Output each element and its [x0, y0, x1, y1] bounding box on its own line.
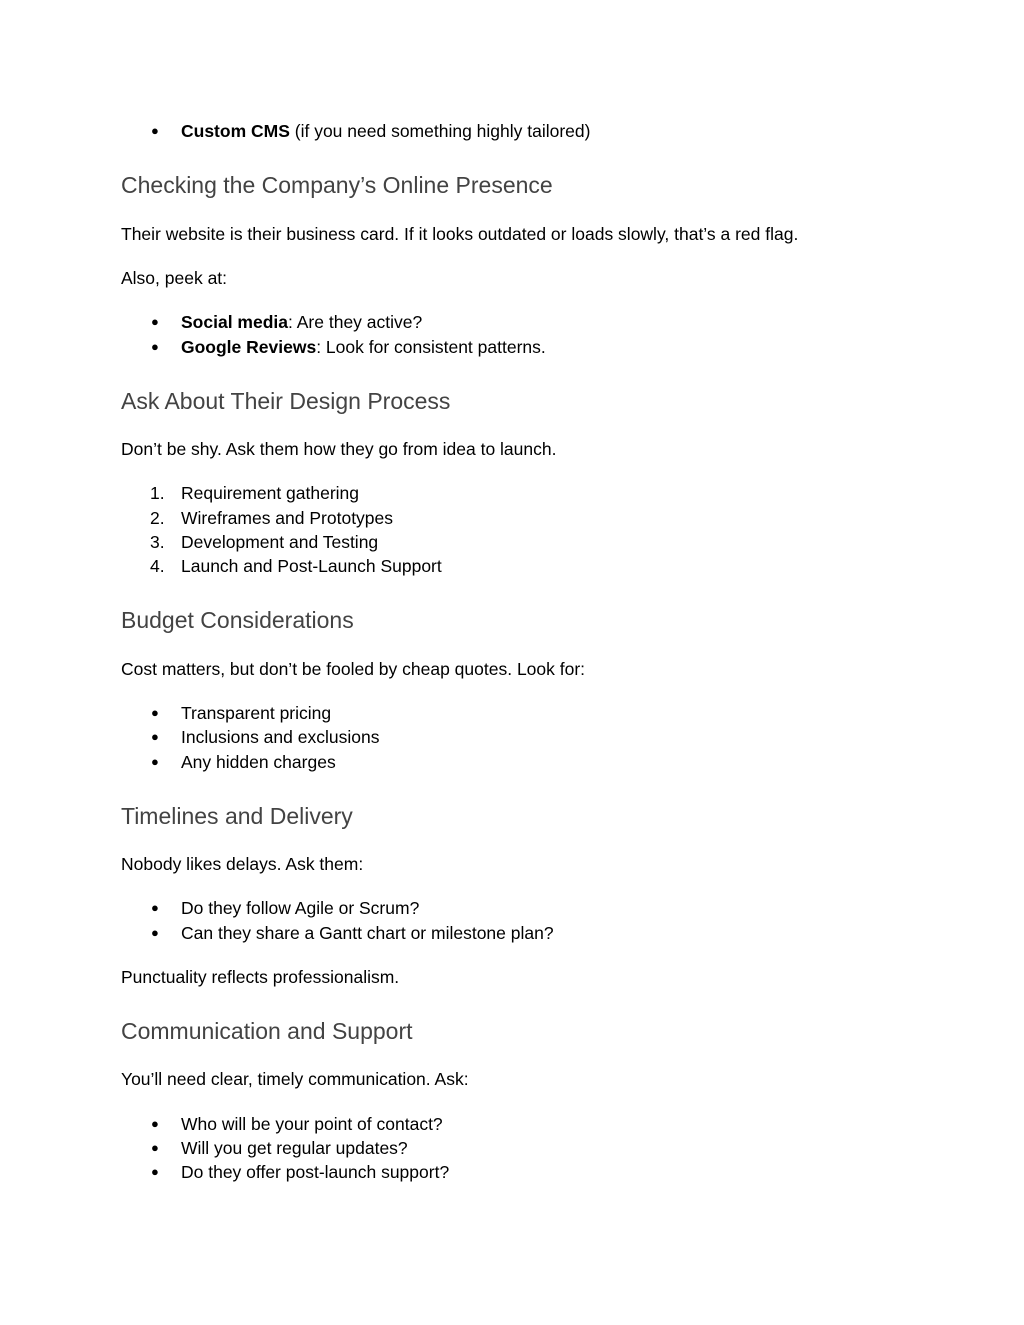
list-item-text: Inclusions and exclusions	[181, 727, 380, 747]
section-heading-budget: Budget Considerations	[121, 607, 354, 633]
list-item-bold: Custom CMS	[181, 121, 290, 141]
section-heading-design-process: Ask About Their Design Process	[121, 388, 451, 414]
paragraph: Don’t be shy. Ask them how they go from idea to launch.	[121, 439, 557, 459]
list-item-text: Can they share a Gantt chart or milestone plan?	[181, 923, 554, 943]
section-heading-online-presence: Checking the Company’s Online Presence	[121, 172, 553, 198]
number-marker: 1.	[150, 483, 165, 503]
paragraph: Cost matters, but don’t be fooled by cheap quotes. Look for:	[121, 659, 586, 679]
list-item-text: Wireframes and Prototypes	[181, 508, 394, 528]
paragraph: Nobody likes delays. Ask them:	[121, 854, 364, 874]
number-marker: 2.	[150, 508, 165, 528]
paragraph: You’ll need clear, timely communication. Ask:	[121, 1069, 469, 1089]
number-marker: 3.	[150, 532, 165, 552]
list-item-text: Do they follow Agile or Scrum?	[181, 898, 420, 918]
paragraph: Also, peek at:	[121, 268, 228, 288]
list-item-text: Development and Testing	[181, 532, 379, 552]
list-item-bold: Google Reviews	[181, 337, 317, 357]
bullet-marker: ●	[151, 900, 159, 915]
list-item-text: : Are they active?	[288, 312, 423, 332]
bullet-marker: ●	[151, 1140, 159, 1155]
list-item-text: Launch and Post-Launch Support	[181, 556, 442, 576]
list-item-text: (if you need something highly tailored)	[289, 121, 591, 141]
section-heading-timelines: Timelines and Delivery	[121, 803, 353, 829]
bullet-marker: ●	[151, 1164, 159, 1179]
number-marker: 4.	[150, 556, 165, 576]
list-item-text: Transparent pricing	[181, 703, 332, 723]
bullet-marker: ●	[151, 754, 159, 769]
bullet-marker: ●	[151, 123, 159, 138]
section-heading-communication: Communication and Support	[121, 1018, 413, 1044]
bullet-marker: ●	[151, 729, 159, 744]
list-item-bold: Social media	[181, 312, 288, 332]
bullet-marker: ●	[151, 314, 159, 329]
bullet-marker: ●	[151, 925, 159, 940]
paragraph: Their website is their business card. If it looks outdated or loads slowly, that’s a red flag.	[121, 224, 799, 244]
bullet-marker: ●	[151, 339, 159, 354]
list-item-text: Requirement gathering	[181, 483, 360, 503]
list-item-text: : Look for consistent patterns.	[316, 337, 546, 357]
list-item-text: Any hidden charges	[181, 752, 336, 772]
bullet-marker: ●	[151, 1116, 159, 1131]
bullet-marker: ●	[151, 705, 159, 720]
list-item-text: Will you get regular updates?	[181, 1138, 408, 1158]
list-item-text: Do they offer post-launch support?	[181, 1162, 450, 1182]
list-item-text: Who will be your point of contact?	[181, 1114, 443, 1134]
paragraph: Punctuality reflects professionalism.	[121, 967, 400, 987]
